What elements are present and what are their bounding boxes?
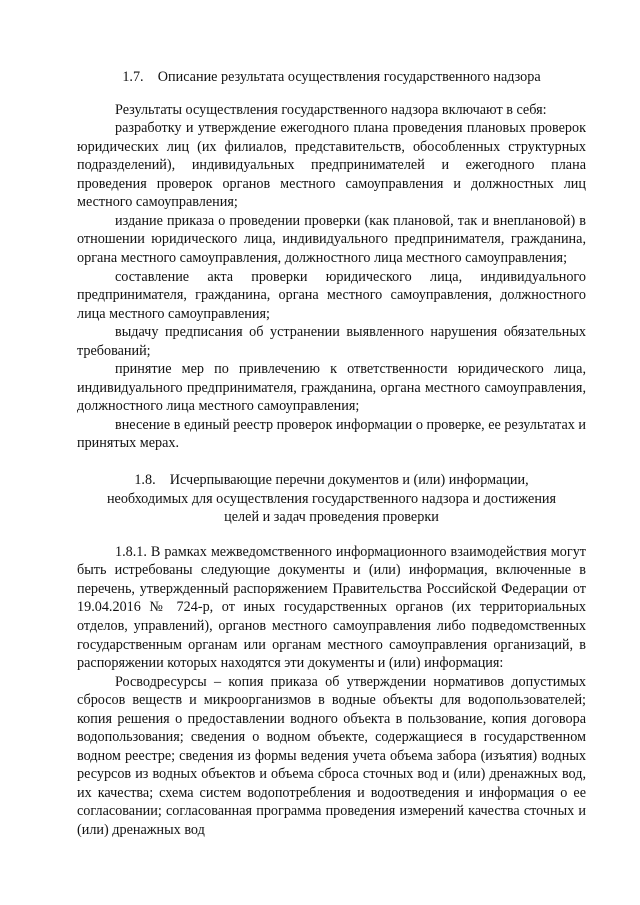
result-item: издание приказа о проведении проверки (как плановой, так и внеплановой) в отношении юридического лица, индивидуального предпринимателя, гражданина, органа местного самоуправления, должностного лица местного самоуправления;: [77, 212, 586, 266]
section-1-8-heading-line: необходимых для осуществления государственного надзора и достижения: [106, 490, 557, 507]
result-item: разработку и утверждение ежегодного плана проведения плановых проверок юридических лиц (их филиалов, представительств, обособленных структурных подразделений), индивидуальных предпринимателей и ежегодного плана проведения проверок органов местного самоуправления и должностных лиц местного самоуправления;: [77, 120, 586, 211]
result-item: принятие мер по привлечению к ответственности юридического лица, индивидуального предпринимателя, гражданина, органа местного самоуправления, должностного лица местного самоуправления;: [77, 361, 586, 415]
section-1-8-heading: [77, 471, 586, 527]
section-1-7-intro: Результаты осуществления государственного надзора включают в себя:: [115, 101, 547, 118]
result-item: выдачу предписания об устранении выявленного нарушения обязательных требований;: [77, 324, 586, 359]
result-item: составление акта проверки юридического лица, индивидуального предпринимателя, гражданина, органа местного самоуправления, должностного лица местного самоуправления;: [77, 268, 586, 322]
section-1-8-heading-line: 1.8. Исчерпывающие перечни документов и (или) информации,: [134, 471, 529, 488]
paragraph-1-8-1: 1.8.1. В рамках межведомственного информационного взаимодействия могут быть истребованы следующие документы и (или) информация, включенные в перечень, утвержденный распоряжением Правительства Российской Федерации от 19.04.2016 № 724-р, от иных государственных органов (их территориальных отделов, управлений), органов местного самоуправления либо подведомственных государственным органам или органам местного самоуправления организаций, в распоряжении которых находятся эти документы и (или) информация:: [77, 543, 586, 672]
section-1-8-body: [77, 543, 586, 840]
section-1-7-heading: 1.7. Описание результата осуществления государственного надзора: [122, 69, 541, 85]
section-1-8-heading-line: целей и задач проведения проверки: [224, 509, 439, 526]
section-1-7-items: [77, 119, 586, 453]
result-item: внесение в единый реестр проверок информации о проверке, ее результатах и принятых мерах.: [77, 416, 586, 452]
paragraph-rosvodresursy: Росводресурсы – копия приказа об утверждении нормативов допустимых сбросов веществ и микроорганизмов в водные объекты для водопользователей; копия решения о предоставлении водного объекта в пользование, копия договора водопользования; сведения о водном объекте, содержащиеся в государственном водном реестре; сведения из формы ведения учета объема забора (изъятия) водных ресурсов из водных объектов и объема сброса сточных вод и (или) дренажных вод, их качества; схема систем водопотребления и водоотведения и информация о ее согласовании; согласованная программа проведения измерений качества сточных и (или) дренажных вод: [77, 673, 586, 838]
